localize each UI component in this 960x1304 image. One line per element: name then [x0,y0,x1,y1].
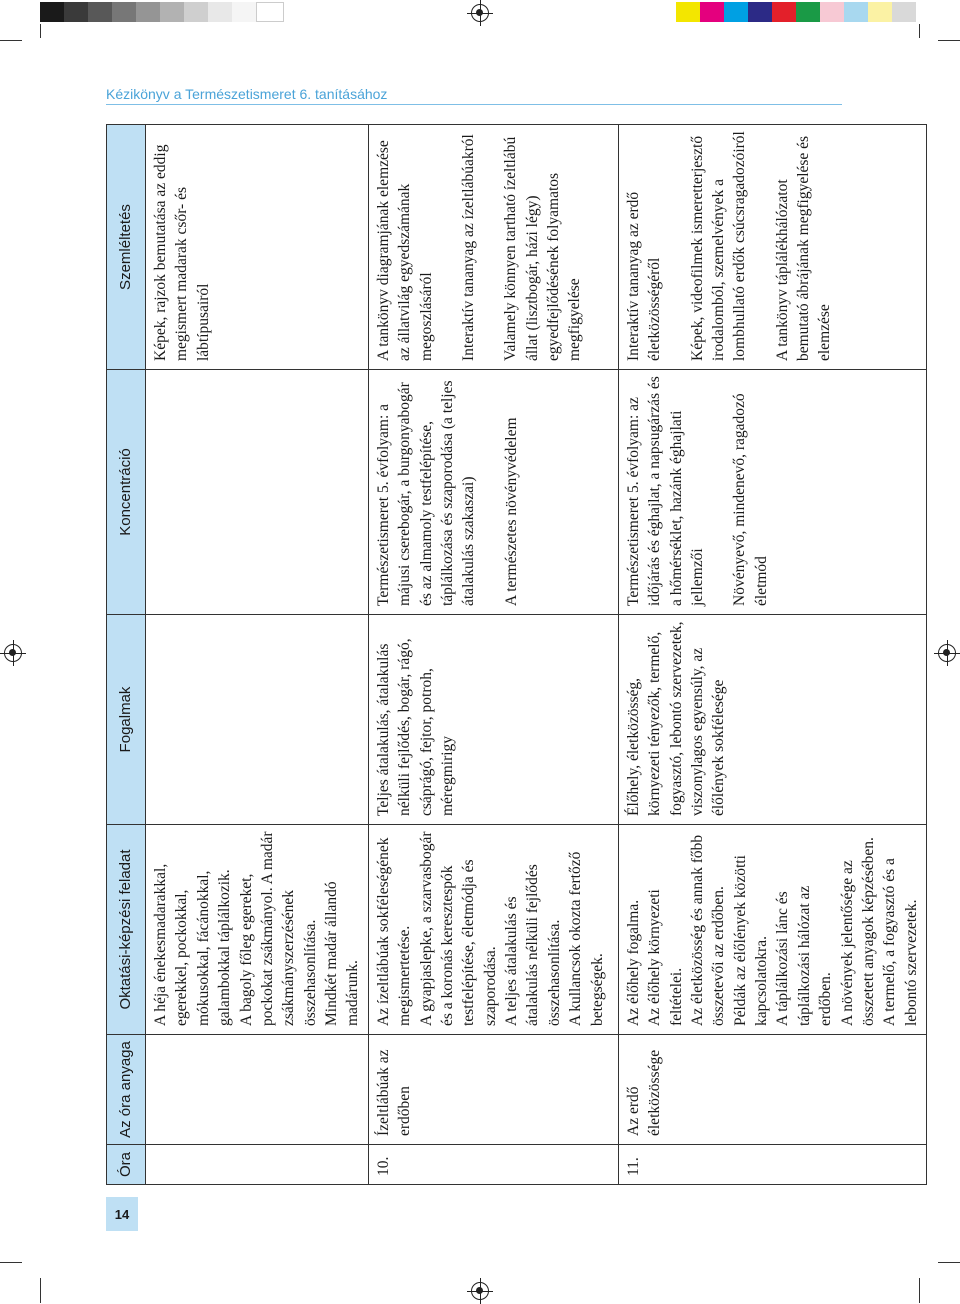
running-header: Kézikönyv a Természetismeret 6. tanításához [106,86,388,102]
crop-mark [938,1262,960,1263]
column-header-koncentracio: Koncentráció [107,370,146,615]
registration-mark-icon [471,1282,489,1300]
crop-mark [0,40,22,41]
column-header-anyaga: Az óra anyaga [107,1035,146,1145]
column-header-fogalmak: Fogalmak [107,615,146,825]
page-number: 14 [106,1197,138,1231]
cell-ora: 10. [368,1145,618,1185]
registration-mark-icon [471,4,489,22]
cell-szemleltetes [368,125,618,370]
crop-mark [40,24,41,38]
szemleltetes-line: Interaktív tananyag az erdő életközösségéről [624,191,664,361]
cell-fogalmak: Teljes átalakulás, átalakulás nélküli fejlődés, bogár, rágó, csáprágó, fejtor, potroh, méregmirigy [368,615,618,825]
feladat-line: A táplálkozási lánc és táplálkozási hálózat az erdőben. [774,885,835,1026]
column-header-ora: Óra [107,1145,146,1185]
cell-koncentracio [618,370,926,615]
feladat-line: Az ízeltlábúak sokféleségének megismertetése. [374,837,414,1026]
cell-ora: 11. [618,1145,926,1185]
cell-szemleltetes [146,125,369,370]
koncentracio-line: Növényevő, mindenevő, ragadozó életmód [731,393,770,606]
rotated-table-wrapper [106,125,920,1185]
lesson-plan-table [106,124,927,1185]
table-row [368,125,618,1185]
cell-koncentracio [368,370,618,615]
szemleltetes-line: Interaktív tananyag az ízeltlábúakról [459,134,477,361]
cell-fogalmak: Élőhely, életközösség, környezeti tényezők, termelő, fogyasztó, lebontó szervezetek, viszonylagos egyensúly, az élőlények sokfélesége [618,615,926,825]
crop-mark [919,1278,920,1303]
feladat-line: A termelő, a fogyasztó és a lebontó szervezetek. [881,858,920,1026]
table-header-row [107,125,146,1185]
koncentracio-line: Természetismeret 5. évfolyam: az időjárás és éghajlat, a napsugárzás és a hőmérséklet, hazánk éghajlati jellemzői [624,376,706,606]
registration-mark-icon [938,644,956,662]
cell-anyaga [146,1035,369,1145]
szemleltetes-line: Valamely könnyen tartható ízeltlábú állat (lisztbogár, házi légy) egyedfejlődésének folyamatos megfigyelése [502,136,584,361]
feladat-line: Az élőhely környezeti feltételei. [646,889,685,1026]
feladat-line: Példák az élőlények közötti kapcsolatokra. [731,855,770,1026]
feladat-line: A kullancsok okozta fertőző betegségek. [567,851,606,1026]
column-header-feladat: Oktatási-képzési feladat [107,825,146,1035]
feladat-line: A növények jelentősége az összetett anyagok képzésében. [838,837,877,1026]
cell-anyaga: Az erdő életközössége [618,1035,926,1145]
crop-mark [40,1278,41,1303]
koncentracio-line: A természetes növényvédelem [502,417,520,606]
cell-feladat [618,825,926,1035]
szemleltetes-line: Képek, rajzok bemutatása az eddig megismert madarak csőr- és lábtípusairól [152,144,212,361]
feladat-line: Az életközösség és annak főbb összetevői az erdőben. [688,834,728,1026]
szemleltetes-line: A tankönyv diagramjának elemzése az állatvilág egyedszámának megoszlásáról [374,140,435,361]
column-header-szemleltetes: Szemléltetés [107,125,146,370]
feladat-line: A bagoly főleg egereket, pockokat zsákmányol. A madár zsákmányszerzésének összehasonlítása. [237,831,319,1026]
header-rule [106,104,842,105]
cell-szemleltetes [618,125,926,370]
koncentracio-line: Természetismeret 5. évfolyam: a májusi cserebogár, a burgonyabogár és az almamoly testfelépítése, táplálkozása és szaporodása (a teljes átalakulás szakaszai) [374,380,478,606]
feladat-line: Az élőhely fogalma. [624,899,642,1026]
crop-mark [938,40,960,41]
feladat-line: A teljes átalakulás és átalakulás nélküli fejlődés összehasonlítása. [503,864,563,1026]
feladat-line: Mindkét madár állandó madárunk. [323,881,362,1026]
feladat-line: A gyapjaslepke, a szarvasbogár és a koronás keresztespók testfelépítése, életmódja és szaporodása. [417,831,499,1026]
table-row [618,125,926,1185]
registration-mark-icon [4,644,22,662]
cell-koncentracio [146,370,369,615]
cell-feladat [368,825,618,1035]
crop-mark [919,24,920,38]
table-row [146,125,369,1185]
feladat-line: A héja énekesmadarakkal, egerekkel, pockokkal, mókusokkal, fácánokkal, galambokkal táplálkozik. [152,863,234,1026]
crop-mark [0,1262,22,1263]
cell-anyaga: Ízeltlábúak az erdőben [368,1035,618,1145]
cell-fogalmak [146,615,369,825]
szemleltetes-line: Képek, videofilmek ismeretterjesztő irodalomból, szemelvények a lombhullató erdők csúcsragadozóiról [688,131,749,361]
cell-ora [146,1145,369,1185]
szemleltetes-line: A tankönyv táplálékhálózatot bemutató ábrájának megfigyelése és elemzése [773,135,834,361]
cell-feladat [146,825,369,1035]
